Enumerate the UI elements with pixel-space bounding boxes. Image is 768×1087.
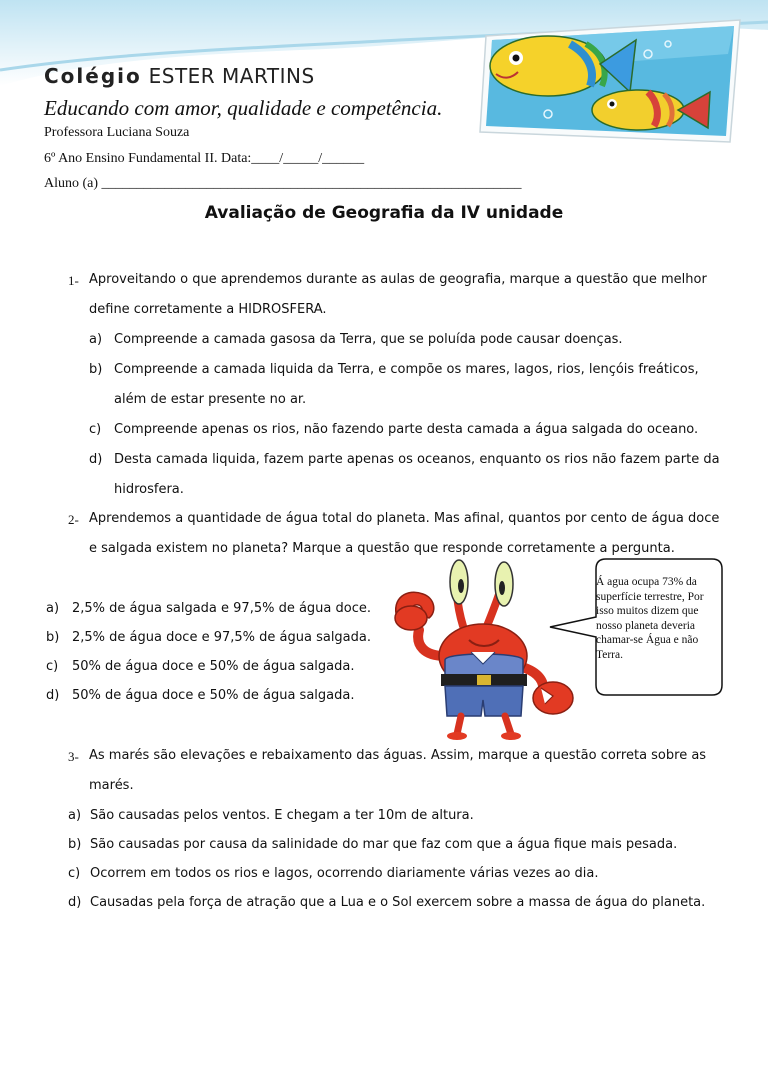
q3-option-a-letter[interactable]: a) <box>68 808 82 823</box>
school-motto: Educando com amor, qualidade e competência. <box>44 96 443 120</box>
question-3-text-line2: marés. <box>89 778 134 793</box>
q3-option-b-letter[interactable]: b) <box>68 837 82 852</box>
q2-option-d-letter[interactable]: d) <box>46 688 60 703</box>
q1-option-d-text-line1: Desta camada liquida, fazem parte apenas os oceanos, enquanto os rios não fazem parte da <box>114 452 720 467</box>
question-2-number: 2- <box>68 512 79 527</box>
q2-option-a-letter[interactable]: a) <box>46 601 60 616</box>
q1-option-b-text-line2: além de estar presente no ar. <box>114 392 307 407</box>
q2-option-c-text: 50% de água doce e 50% de água salgada. <box>72 659 355 674</box>
q1-option-a-text: Compreende a camada gasosa da Terra, que se poluída pode causar doenças. <box>114 332 623 347</box>
q3-option-c-letter[interactable]: c) <box>68 866 81 881</box>
question-2-text-line2: e salgada existem no planeta? Marque a questão que responde corretamente a pergunta. <box>89 541 675 556</box>
student-name-line: Aluno (a) ____________________________________________________________ <box>44 176 522 191</box>
exam-title: Avaliação de Geografia da IV unidade <box>204 203 564 223</box>
q1-option-d-letter[interactable]: d) <box>89 452 103 467</box>
school-title: ESTER MARTINS <box>148 64 315 88</box>
question-1-text-line1: Aproveitando o que aprendemos durante as aulas de geografia, marque a questão que melhor <box>89 272 707 287</box>
q2-option-a-text: 2,5% de água salgada e 97,5% de água doce. <box>72 601 371 616</box>
question-1-text-line2: define corretamente a HIDROSFERA. <box>89 302 327 317</box>
speech-bubble-text: Á agua ocupa 73% da superfície terrestre, Por isso muitos dizem que nosso planeta deveria chamar-se Água e não Terra. <box>596 576 704 661</box>
q3-option-b-text: São causadas por causa da salinidade do mar que faz com que a água fique mais pesada. <box>90 837 678 852</box>
question-3-text-line1: As marés são elevações e rebaixamento das águas. Assim, marque a questão correta sobre as <box>89 748 707 763</box>
q1-option-b-letter[interactable]: b) <box>89 362 103 377</box>
q1-option-a-letter[interactable]: a) <box>89 332 103 347</box>
q3-option-a-text: São causadas pelos ventos. E chegam a ter 10m de altura. <box>90 808 474 823</box>
q1-option-c-letter[interactable]: c) <box>89 422 102 437</box>
q1-option-d-text-line2: hidrosfera. <box>114 482 184 497</box>
fish-illustration <box>478 14 750 144</box>
grade-date-line: 6º Ano Ensino Fundamental II. Data:____/_____/______ <box>44 151 365 166</box>
q2-option-c-letter[interactable]: c) <box>46 659 59 674</box>
teacher-line: Professora Luciana Souza <box>44 125 190 140</box>
question-1-number: 1- <box>68 273 79 288</box>
q3-option-d-letter[interactable]: d) <box>68 895 82 910</box>
school-prefix: Colégio <box>44 64 142 88</box>
question-2-text-line1: Aprendemos a quantidade de água total do planeta. Mas afinal, quantos por cento de água doce <box>89 511 720 526</box>
school-name <box>44 64 315 88</box>
q3-option-d-text: Causadas pela força de atração que a Lua e o Sol exercem sobre a massa de água do planeta. <box>90 895 706 910</box>
q1-option-c-text: Compreende apenas os rios, não fazendo parte desta camada a água salgada do oceano. <box>114 422 699 437</box>
q2-option-d-text: 50% de água doce e 50% de água salgada. <box>72 688 355 703</box>
q3-option-c-text: Ocorrem em todos os rios e lagos, ocorrendo diariamente várias vezes ao dia. <box>90 866 599 881</box>
q2-option-b-text: 2,5% de água doce e 97,5% de água salgada. <box>72 630 371 645</box>
question-3-number: 3- <box>68 749 79 764</box>
q1-option-b-text-line1: Compreende a camada liquida da Terra, e compõe os mares, lagos, rios, lençóis freáticos, <box>114 362 699 377</box>
q2-option-b-letter[interactable]: b) <box>46 630 60 645</box>
